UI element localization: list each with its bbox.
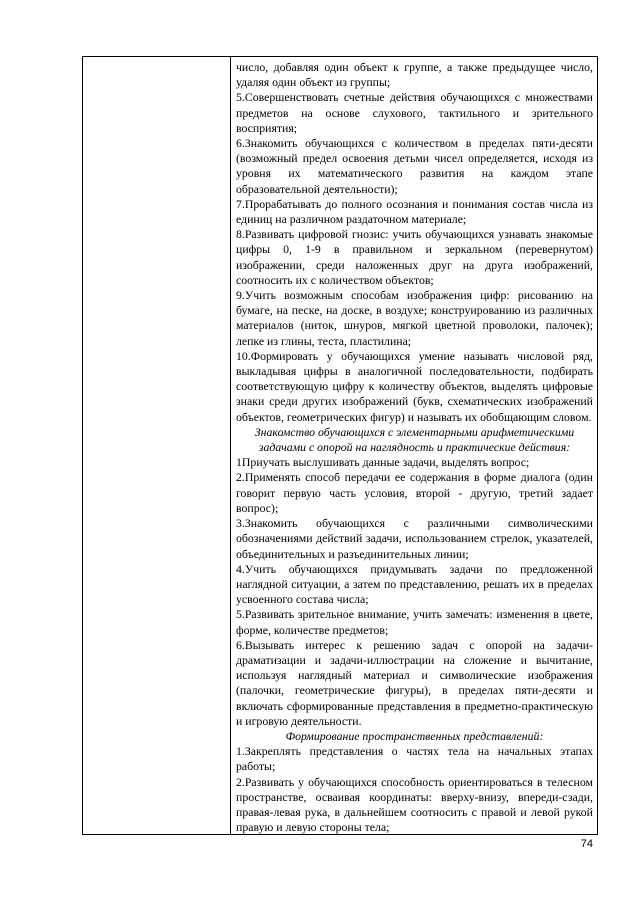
page-number: 74 bbox=[580, 838, 593, 850]
paragraph: 5.Совершенствовать счетные действия обучающихся с множествами предметов на основе слухового, тактильного и зрительного восприятия; bbox=[236, 90, 593, 135]
paragraph: 9.Учить возможным способам изображения цифр: рисованию на бумаге, на песке, на доске, в воздухе; конструированию из различных материалов (ниток, шнуров, мягкой цветной проволоки, палочек); лепке из глины, теста, пластилина; bbox=[236, 288, 593, 348]
section-heading: Знакомство обучающихся с элементарными арифметическими задачами с опорой на наглядность и практические действия: bbox=[254, 424, 575, 455]
paragraph: 3.Знакомить обучающихся с различными символическими обозначениями действий задачи, использованием стрелок, указателей, объединительных и разъединительных линии; bbox=[236, 516, 593, 561]
paragraph: 6.Вызывать интерес к решению задач с опорой на задачи-драматизации и задачи-иллюстрации на сложение и вычитание, используя наглядный материал и символические изображения (палочки, геометрические фигуры), в пределах пяти-десяти и включать сформированные представления в предметно-практическую и игровую деятельности. bbox=[236, 637, 593, 728]
paragraph: 4.Учить обучающихся придумывать задачи по предложенной наглядной ситуации, а затем по представлению, решать их в пределах усвоенного состава числа; bbox=[236, 561, 593, 607]
paragraph: 6.Знакомить обучающихся с количеством в пределах пяти-десяти (возможный предел освоения детьми чисел определяется, исходя из уровня их математического развития на каждом этапе образовательной деятельности); bbox=[236, 136, 593, 196]
table-right-column bbox=[231, 57, 597, 834]
paragraph: 5.Развивать зрительное внимание, учить замечать: изменения в цвете, форме, количестве предметов; bbox=[236, 607, 593, 637]
paragraph: число, добавляя один объект к группе, а также предыдущее число, удаляя один объект из группы; bbox=[236, 60, 593, 90]
paragraph: 2.Применять способ передачи ее содержания в форме диалога (один говорит первую часть условия, второй - другую, третий задает вопрос); bbox=[236, 470, 593, 515]
paragraph: 2.Развивать у обучающихся способность ориентироваться в телесном пространстве, осваивая координаты: вверху-внизу, впереди-сзади, правая-левая рука, в дальнейшем соотносить с правой и левой рукой правую и левую стороны тела; bbox=[236, 774, 593, 834]
paragraph: 10.Формировать у обучающихся умение называть числовой ряд, выкладывая цифры в аналогичной последовательности, подбирать соответствующую цифру к количеству объектов, выделять цифровые знаки среди других изображений (букв, схематических изображений объектов, геометрических фигур) и называть их обобщающим словом. bbox=[236, 348, 593, 424]
paragraph: 1Приучать выслушивать данные задачи, выделять вопрос; bbox=[236, 455, 530, 470]
paragraph: 8.Развивать цифровой гнозис: учить обучающихся узнавать знакомые цифры 0, 1-9 в правильном и зеркальном (перевернутом) изображении, среди наложенных друг на друга изображений, соотносить их с количеством объектов; bbox=[236, 227, 593, 287]
content-table bbox=[82, 56, 598, 835]
paragraph: 1.Закреплять представления о частях тела на начальных этапах работы; bbox=[236, 744, 593, 774]
section-heading: Формирование пространственных представлений: bbox=[285, 728, 544, 743]
table-left-column bbox=[83, 57, 231, 834]
paragraph: 7.Прорабатывать до полного осознания и понимания состав числа из единиц на различном раздаточном материале; bbox=[236, 196, 593, 227]
